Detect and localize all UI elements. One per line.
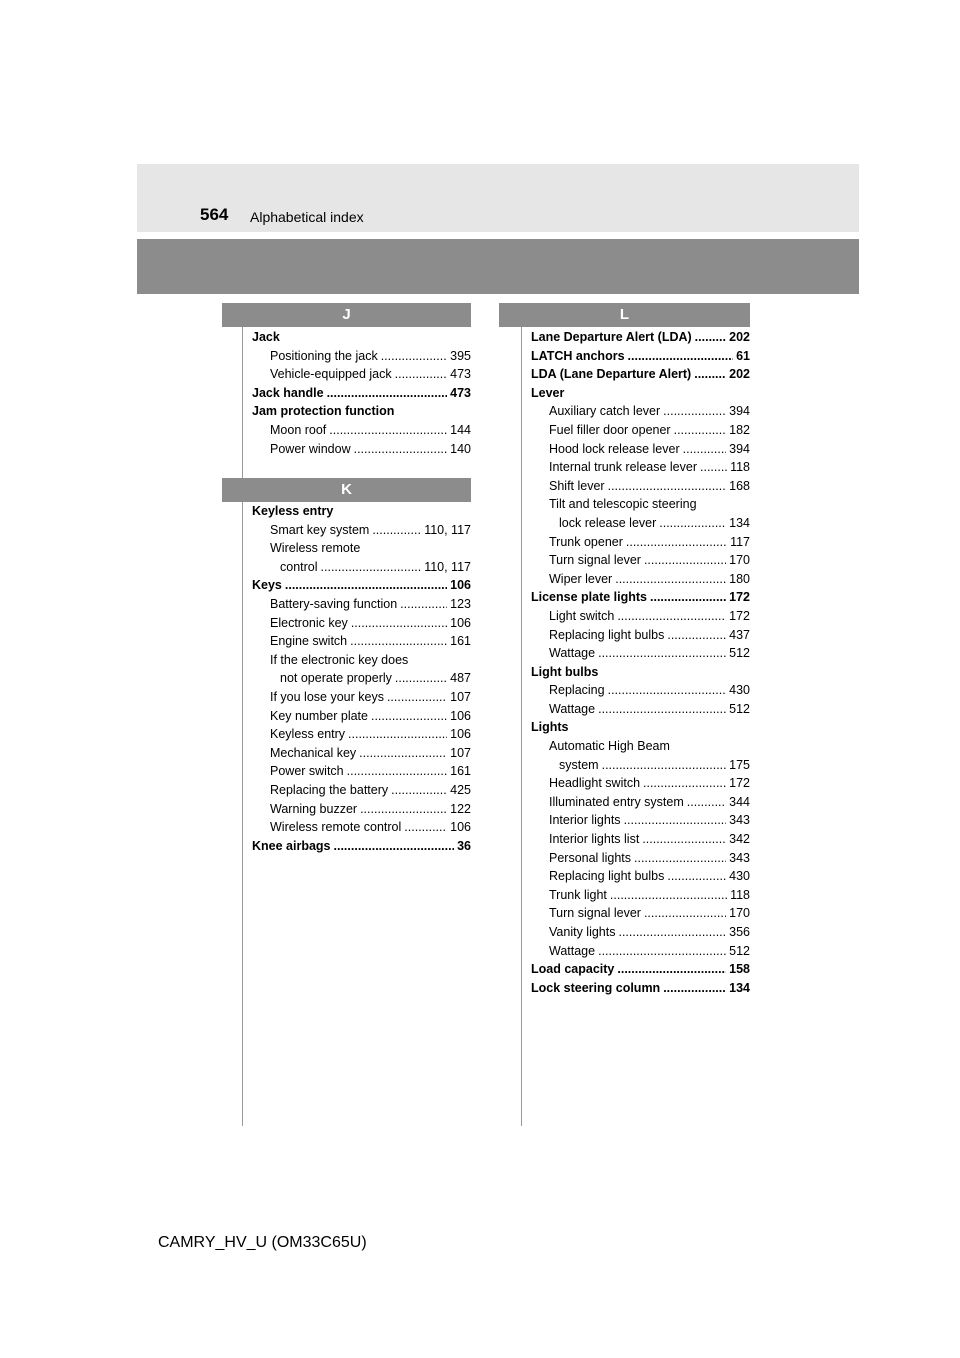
index-entry-term: Vehicle-equipped jack bbox=[270, 367, 392, 382]
index-entry-term: Personal lights bbox=[549, 850, 631, 865]
index-entry bbox=[531, 551, 750, 570]
index-entry-page: 168 bbox=[729, 478, 750, 493]
dot-leader bbox=[359, 744, 447, 763]
index-entry bbox=[531, 663, 750, 682]
index-entry-term: control bbox=[280, 559, 318, 574]
dot-leader bbox=[618, 923, 726, 942]
dot-leader bbox=[360, 800, 447, 819]
page-title: Alphabetical index bbox=[250, 209, 364, 225]
index-entry-term: system bbox=[559, 757, 599, 772]
index-entry-term: Power switch bbox=[270, 764, 344, 779]
index-entry-page: 118 bbox=[730, 887, 750, 902]
index-entry-page: 202 bbox=[729, 367, 750, 382]
index-entry-page: 172 bbox=[729, 608, 750, 623]
index-entry-term: Turn signal lever bbox=[549, 906, 641, 921]
index-entry-page: 473 bbox=[450, 385, 471, 400]
index-entry-term: Lane Departure Alert (LDA) bbox=[531, 330, 692, 344]
index-entry bbox=[252, 781, 471, 800]
index-entry bbox=[252, 837, 471, 856]
index-entry-page: 106 bbox=[450, 820, 471, 835]
index-entry-page: 512 bbox=[729, 646, 750, 661]
index-entry-page: 106 bbox=[450, 578, 471, 593]
index-entry-term: Interior lights bbox=[549, 813, 621, 828]
index-entry-page: 512 bbox=[729, 701, 750, 716]
dot-leader bbox=[695, 328, 726, 347]
dot-leader bbox=[674, 421, 727, 440]
index-entry bbox=[531, 979, 750, 998]
index-entry-page: 134 bbox=[729, 515, 750, 530]
dot-leader bbox=[624, 811, 727, 830]
dot-leader bbox=[608, 681, 727, 700]
dot-leader bbox=[391, 781, 447, 800]
index-entry-page: 161 bbox=[450, 634, 471, 649]
index-entry-page: 430 bbox=[729, 869, 750, 884]
index-entry-term: Wattage bbox=[549, 646, 596, 661]
index-entry-page: 343 bbox=[729, 813, 750, 828]
index-entry-term: LATCH anchors bbox=[531, 348, 625, 363]
index-entry bbox=[252, 539, 471, 558]
index-entry bbox=[531, 923, 750, 942]
dot-leader bbox=[598, 942, 726, 961]
index-entry bbox=[531, 774, 750, 793]
index-entry-term: Moon roof bbox=[270, 422, 327, 437]
index-entry bbox=[531, 607, 750, 626]
index-entry-term: Wattage bbox=[549, 943, 596, 958]
index-entry-page: 110, 117 bbox=[424, 559, 471, 574]
index-entry-page: 175 bbox=[729, 757, 750, 772]
index-entry-page: 107 bbox=[450, 689, 471, 704]
index-entry-page: 487 bbox=[450, 671, 471, 686]
index-entry-term: Positioning the jack bbox=[270, 348, 378, 363]
index-entry-term: Light bulbs bbox=[531, 664, 599, 679]
index-entry-page: 134 bbox=[729, 980, 750, 995]
column-divider-right bbox=[521, 326, 522, 1126]
index-entry-page: 144 bbox=[450, 422, 471, 437]
index-entry bbox=[531, 328, 750, 347]
index-entry bbox=[252, 558, 471, 577]
index-entry bbox=[531, 830, 750, 849]
index-entry-page: 430 bbox=[729, 683, 750, 698]
index-entry-term: Key number plate bbox=[270, 708, 368, 723]
dot-leader bbox=[598, 700, 726, 719]
index-entry-term: Tilt and telescopic steering bbox=[549, 497, 697, 512]
dot-leader bbox=[663, 979, 726, 998]
index-entry-term: Lights bbox=[531, 720, 569, 735]
index-entry-page: 394 bbox=[729, 441, 750, 456]
dot-leader bbox=[694, 365, 726, 384]
index-entry-page: 123 bbox=[450, 596, 471, 611]
index-entry-term: Interior lights list bbox=[549, 832, 640, 847]
index-entry bbox=[531, 588, 750, 607]
index-entry-page: 140 bbox=[450, 441, 471, 456]
index-entry-term: Jack handle bbox=[252, 385, 324, 400]
index-entry bbox=[252, 614, 471, 633]
index-entry-term: If you lose your keys bbox=[270, 689, 384, 704]
index-entry bbox=[531, 849, 750, 868]
index-entry bbox=[252, 725, 471, 744]
index-entry-page: 395 bbox=[450, 348, 471, 363]
index-entry-page: 122 bbox=[450, 801, 471, 816]
index-entry-page: 110, 117 bbox=[424, 522, 471, 537]
index-entry-term: LDA (Lane Departure Alert) bbox=[531, 367, 692, 382]
index-entry-page: 161 bbox=[450, 764, 471, 779]
dot-leader bbox=[667, 626, 726, 645]
index-entry-term: Turn signal lever bbox=[549, 553, 641, 568]
index-entry bbox=[252, 576, 471, 595]
index-entry bbox=[531, 477, 750, 496]
index-entry-page: 180 bbox=[729, 571, 750, 586]
index-entry bbox=[252, 521, 471, 540]
dot-leader bbox=[381, 347, 447, 366]
index-entry bbox=[252, 347, 471, 366]
dot-leader bbox=[634, 849, 726, 868]
dot-leader bbox=[321, 558, 422, 577]
index-entry bbox=[252, 762, 471, 781]
index-entry-term: Illuminated entry system bbox=[549, 794, 684, 809]
dot-leader bbox=[642, 830, 726, 849]
index-entry bbox=[252, 440, 471, 459]
index-entry-term: Engine switch bbox=[270, 634, 348, 649]
index-entry bbox=[252, 707, 471, 726]
index-entry-page: 106 bbox=[450, 727, 471, 742]
index-entry bbox=[531, 440, 750, 459]
index-entry bbox=[252, 421, 471, 440]
dot-leader bbox=[617, 607, 726, 626]
column-divider-left bbox=[242, 326, 243, 1126]
index-entry-term: Replacing bbox=[549, 683, 605, 698]
index-entry-page: 356 bbox=[729, 925, 750, 939]
index-entry bbox=[252, 384, 471, 403]
index-entry bbox=[252, 328, 471, 347]
index-entry bbox=[531, 644, 750, 663]
index-entry bbox=[531, 737, 750, 756]
dot-leader bbox=[371, 707, 447, 726]
index-entry-term: Keyless entry bbox=[270, 727, 346, 742]
index-entry-page: 172 bbox=[729, 776, 750, 791]
index-entry-term: Smart key system bbox=[270, 522, 370, 537]
index-entry-term: Vanity lights bbox=[549, 925, 616, 939]
index-entry-term: Auxiliary catch lever bbox=[549, 404, 661, 419]
index-entry-term: lock release lever bbox=[559, 515, 657, 530]
dot-leader bbox=[610, 886, 727, 905]
index-entry-page: 512 bbox=[729, 943, 750, 958]
dot-leader bbox=[400, 595, 447, 614]
index-entry-page: 117 bbox=[730, 534, 750, 549]
index-entry-page: 202 bbox=[729, 330, 750, 344]
page-number: 564 bbox=[200, 205, 229, 224]
index-entry-page: 342 bbox=[729, 832, 750, 847]
index-entry bbox=[252, 688, 471, 707]
index-entry bbox=[531, 458, 750, 477]
section-l-entries bbox=[531, 328, 750, 997]
index-entry-term: Jack bbox=[252, 330, 280, 344]
dot-leader bbox=[667, 867, 726, 886]
index-entry bbox=[531, 681, 750, 700]
index-entry-term: Jam protection function bbox=[252, 404, 395, 419]
index-entry-term: Replacing light bulbs bbox=[549, 869, 665, 884]
index-entry-page: 118 bbox=[730, 460, 750, 475]
dot-leader bbox=[643, 774, 726, 793]
index-entry-term: Power window bbox=[270, 441, 351, 456]
index-entry bbox=[531, 421, 750, 440]
index-entry-page: 107 bbox=[450, 745, 471, 760]
index-entry-page: 394 bbox=[729, 404, 750, 419]
dot-leader bbox=[395, 365, 448, 384]
index-entry-term: Mechanical key bbox=[270, 745, 357, 760]
index-entry bbox=[531, 793, 750, 812]
index-entry-term: Load capacity bbox=[531, 962, 615, 977]
index-entry-term: Wireless remote bbox=[270, 541, 361, 556]
chapter-band bbox=[137, 239, 859, 294]
dot-leader bbox=[387, 688, 447, 707]
index-entry-term: Keyless entry bbox=[252, 504, 334, 518]
index-entry bbox=[531, 626, 750, 645]
index-entry-page: 473 bbox=[450, 367, 471, 382]
index-entry-term: Replacing the battery bbox=[270, 782, 389, 797]
index-entry-term: Wireless remote control bbox=[270, 820, 402, 835]
dot-leader bbox=[404, 818, 447, 837]
index-entry bbox=[531, 756, 750, 775]
footer-model-code: CAMRY_HV_U (OM33C65U) bbox=[158, 1234, 367, 1251]
index-entry bbox=[531, 384, 750, 403]
dot-leader bbox=[395, 669, 447, 688]
index-entry-term: Knee airbags bbox=[252, 838, 331, 853]
index-entry-page: 158 bbox=[729, 962, 750, 977]
index-entry-page: 170 bbox=[729, 553, 750, 568]
index-entry-page: 106 bbox=[450, 708, 471, 723]
index-entry-term: Wattage bbox=[549, 701, 596, 716]
section-header-j: J bbox=[222, 303, 471, 327]
dot-leader bbox=[663, 402, 726, 421]
index-entry-term: Automatic High Beam bbox=[549, 739, 670, 754]
index-entry bbox=[252, 669, 471, 688]
index-entry-term: Lock steering column bbox=[531, 980, 661, 995]
dot-leader bbox=[351, 614, 447, 633]
index-entry-page: 170 bbox=[729, 906, 750, 921]
index-entry bbox=[531, 718, 750, 737]
index-entry-term: not operate properly bbox=[280, 671, 392, 686]
dot-leader bbox=[285, 576, 447, 595]
dot-leader bbox=[700, 458, 727, 477]
dot-leader bbox=[659, 514, 726, 533]
index-entry-term: Warning buzzer bbox=[270, 801, 358, 816]
dot-leader bbox=[628, 347, 734, 366]
dot-leader bbox=[644, 904, 726, 923]
index-entry bbox=[531, 570, 750, 589]
index-entry-term: Shift lever bbox=[549, 478, 605, 493]
index-entry bbox=[252, 595, 471, 614]
index-entry-page: 437 bbox=[729, 627, 750, 642]
dot-leader bbox=[598, 644, 726, 663]
index-entry bbox=[531, 514, 750, 533]
index-entry bbox=[252, 744, 471, 763]
header-band bbox=[137, 164, 859, 232]
dot-leader bbox=[348, 725, 447, 744]
index-entry bbox=[531, 495, 750, 514]
section-k-entries bbox=[252, 502, 471, 855]
dot-leader bbox=[615, 570, 726, 589]
section-header-k: K bbox=[222, 478, 471, 502]
index-entry-term: License plate lights bbox=[531, 590, 648, 605]
dot-leader bbox=[626, 533, 727, 552]
index-entry-term: Keys bbox=[252, 578, 282, 593]
index-entry-page: 36 bbox=[457, 838, 471, 853]
index-entry bbox=[531, 942, 750, 961]
dot-leader bbox=[683, 440, 727, 459]
index-entry-term: If the electronic key does bbox=[270, 652, 409, 667]
index-entry-term: Internal trunk release lever bbox=[549, 460, 697, 475]
section-j-entries bbox=[252, 328, 471, 458]
index-entry bbox=[252, 632, 471, 651]
index-entry-term: Fuel filler door opener bbox=[549, 422, 671, 437]
index-entry-page: 61 bbox=[736, 348, 750, 363]
index-entry-page: 172 bbox=[729, 590, 750, 605]
index-entry-page: 344 bbox=[729, 794, 750, 809]
dot-leader bbox=[644, 551, 726, 570]
index-entry-page: 425 bbox=[450, 782, 471, 797]
index-entry-page: 343 bbox=[729, 850, 750, 865]
index-entry bbox=[252, 402, 471, 421]
dot-leader bbox=[602, 756, 727, 775]
dot-leader bbox=[347, 762, 448, 781]
index-entry bbox=[531, 700, 750, 719]
index-entry-page: 106 bbox=[450, 615, 471, 630]
index-entry-page: 182 bbox=[729, 422, 750, 437]
index-entry-term: Wiper lever bbox=[549, 571, 613, 586]
dot-leader bbox=[334, 837, 455, 856]
index-entry-term: Trunk opener bbox=[549, 534, 623, 549]
index-entry-term: Electronic key bbox=[270, 615, 348, 630]
index-entry bbox=[531, 533, 750, 552]
index-entry-term: Replacing light bulbs bbox=[549, 627, 665, 642]
index-entry bbox=[531, 867, 750, 886]
index-entry bbox=[531, 886, 750, 905]
index-entry bbox=[531, 811, 750, 830]
dot-leader bbox=[608, 477, 727, 496]
index-entry bbox=[252, 818, 471, 837]
dot-leader bbox=[327, 384, 448, 403]
index-entry bbox=[531, 904, 750, 923]
dot-leader bbox=[372, 521, 421, 540]
index-entry-term: Trunk light bbox=[549, 887, 607, 902]
index-entry bbox=[252, 365, 471, 384]
dot-leader bbox=[617, 960, 726, 979]
index-entry bbox=[531, 402, 750, 421]
index-entry bbox=[252, 502, 471, 521]
dot-leader bbox=[687, 793, 726, 812]
index-entry-term: Light switch bbox=[549, 608, 615, 623]
dot-leader bbox=[354, 440, 448, 459]
index-entry-term: Hood lock release lever bbox=[549, 441, 680, 456]
index-entry-term: Battery-saving function bbox=[270, 596, 398, 611]
dot-leader bbox=[329, 421, 447, 440]
section-header-l: L bbox=[499, 303, 750, 327]
dot-leader bbox=[350, 632, 447, 651]
index-entry bbox=[531, 365, 750, 384]
index-entry-term: Headlight switch bbox=[549, 776, 641, 791]
index-entry bbox=[252, 651, 471, 670]
index-entry-term: Lever bbox=[531, 385, 565, 400]
dot-leader bbox=[650, 588, 726, 607]
index-entry bbox=[531, 960, 750, 979]
index-entry bbox=[252, 800, 471, 819]
index-entry bbox=[531, 347, 750, 366]
